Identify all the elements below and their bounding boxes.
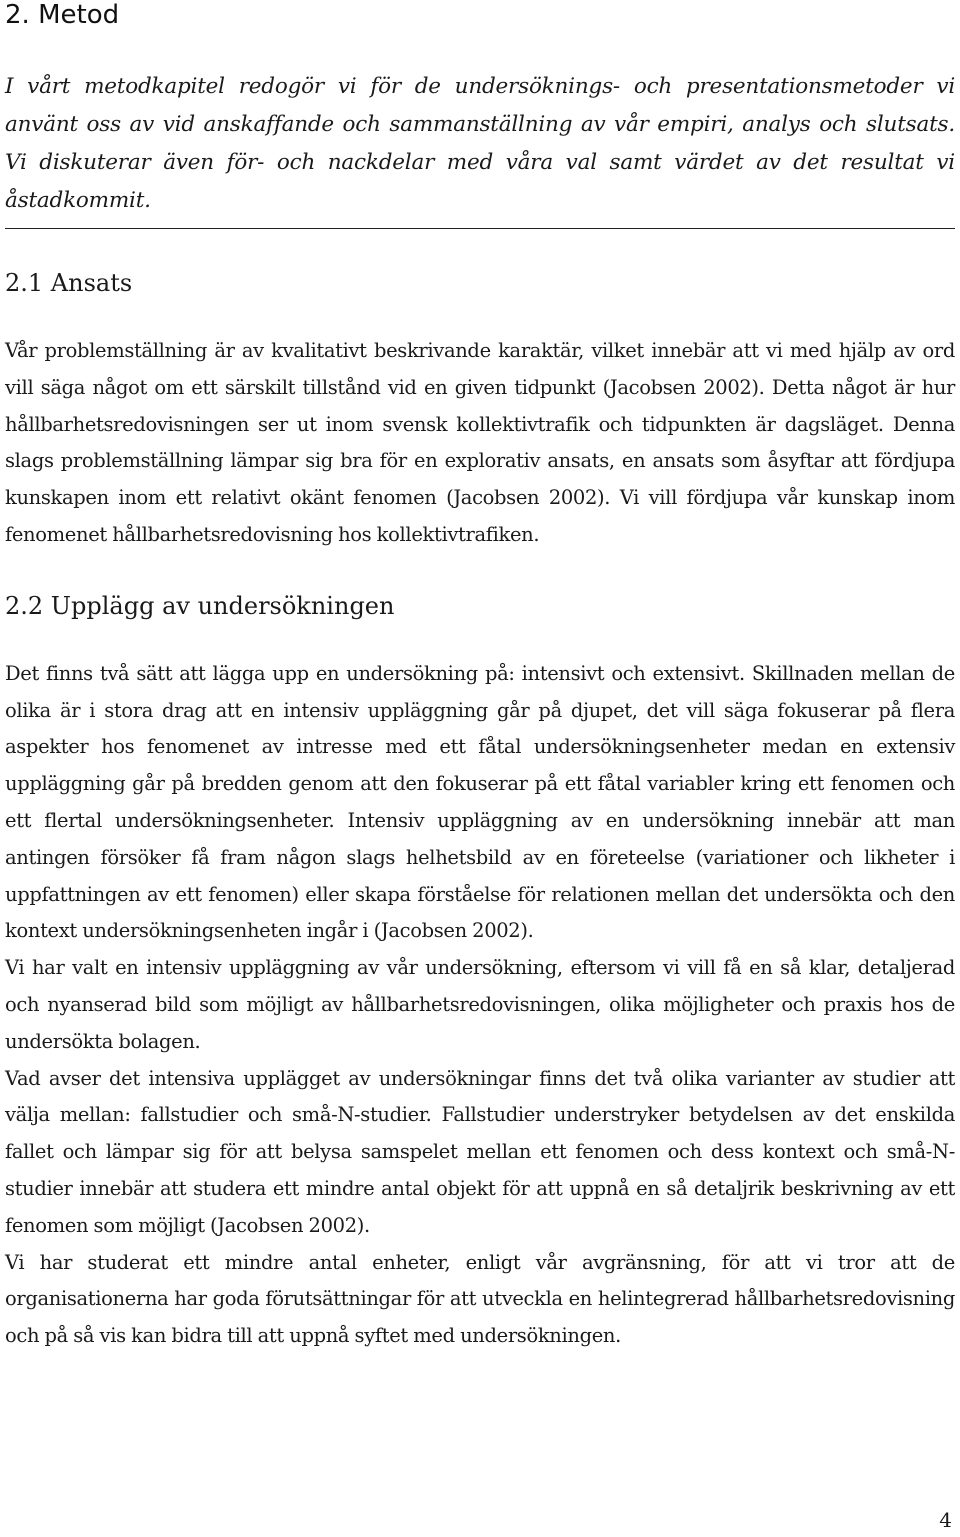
document-page [5, 0, 955, 1355]
ansats-paragraph: Vår problemställning är av kvalitativt beskrivande karaktär, vilket innebär att vi med hjälp av ord vill säga något om ett särskilt tillstånd vid en given tidpunkt (Jacobsen 2002). Detta något är hur hållbarhetsredovisningen ser ut inom svensk kollektivtrafik och tidpunkten är dagsläget. Denna slags problemställning lämpar sig bra för en explorativ ansats, en ansats som åsyftar att fördjupa kunskapen inom ett relativt okänt fenomen (Jacobsen 2002). Vi vill fördjupa vår kunskap inom fenomenet hållbarhetsredovisning hos kollektivtrafiken. [5, 339, 955, 546]
chapter-title: 2. Metod [5, 0, 120, 30]
upplagg-paragraph-1: Det finns två sätt att lägga upp en undersökning på: intensivt och extensivt. Skillnaden mellan de olika är i stora drag att en intensiv uppläggning går på djupet, det vill säga fokuserar på flera aspekter hos fenomenet av intresse med ett fåtal undersökningsenheter medan en extensiv uppläggning går på bredden genom att den fokuserar på ett fåtal variabler kring ett fenomen och ett flertal undersökningsenheter. Intensiv uppläggning av en undersökning innebär att man antingen försöker få fram någon slags helhetsbild av en företeelse (variationer och likheter i uppfattningen av ett fenomen) eller skapa förståelse för relationen mellan det undersökta och den kontext undersökningsenheten ingår i (Jacobsen 2002). [5, 661, 955, 943]
upplagg-paragraph-4: Vi har studerat ett mindre antal enheter, enligt vår avgränsning, för att vi tror att de organisationerna har goda förutsättningar för att utveckla en helintegrerad hållbarhetsredovisning och på så vis kan bidra till att uppnå syftet med undersökningen. [5, 1250, 955, 1348]
chapter-intro: I vårt metodkapitel redogör vi för de undersöknings- och presentationsmetoder vi använt oss av vid anskaffande och sammanställning av vår empiri, analys och slutsats. Vi diskuterar även för- och nackdelar med våra val samt värdet av det resultat vi åstadkommit. [5, 68, 955, 229]
section-title-upplagg: 2.2 Upplägg av undersökningen [5, 591, 395, 620]
upplagg-paragraph-3: Vad avser det intensiva upplägget av undersökningar finns det två olika varianter av studier att välja mellan: fallstudier och små-N-studier. Fallstudier understryker betydelsen av det enskilda fallet och lämpar sig för att belysa samspelet mellan ett fenomen och dess kontext och små-N-studier innebär att studera ett mindre antal objekt för att uppnå en så detaljrik beskrivning av ett fenomen som möjligt (Jacobsen 2002). [5, 1066, 955, 1237]
upplagg-paragraph-2: Vi har valt en intensiv uppläggning av vår undersökning, eftersom vi vill få en så klar, detaljerad och nyanserad bild som möjligt av hållbarhetsredovisningen, olika möjligheter och praxis hos de undersökta bolagen. [5, 956, 955, 1053]
section-title-ansats: 2.1 Ansats [5, 269, 133, 297]
page-number: 4 [939, 1508, 952, 1532]
